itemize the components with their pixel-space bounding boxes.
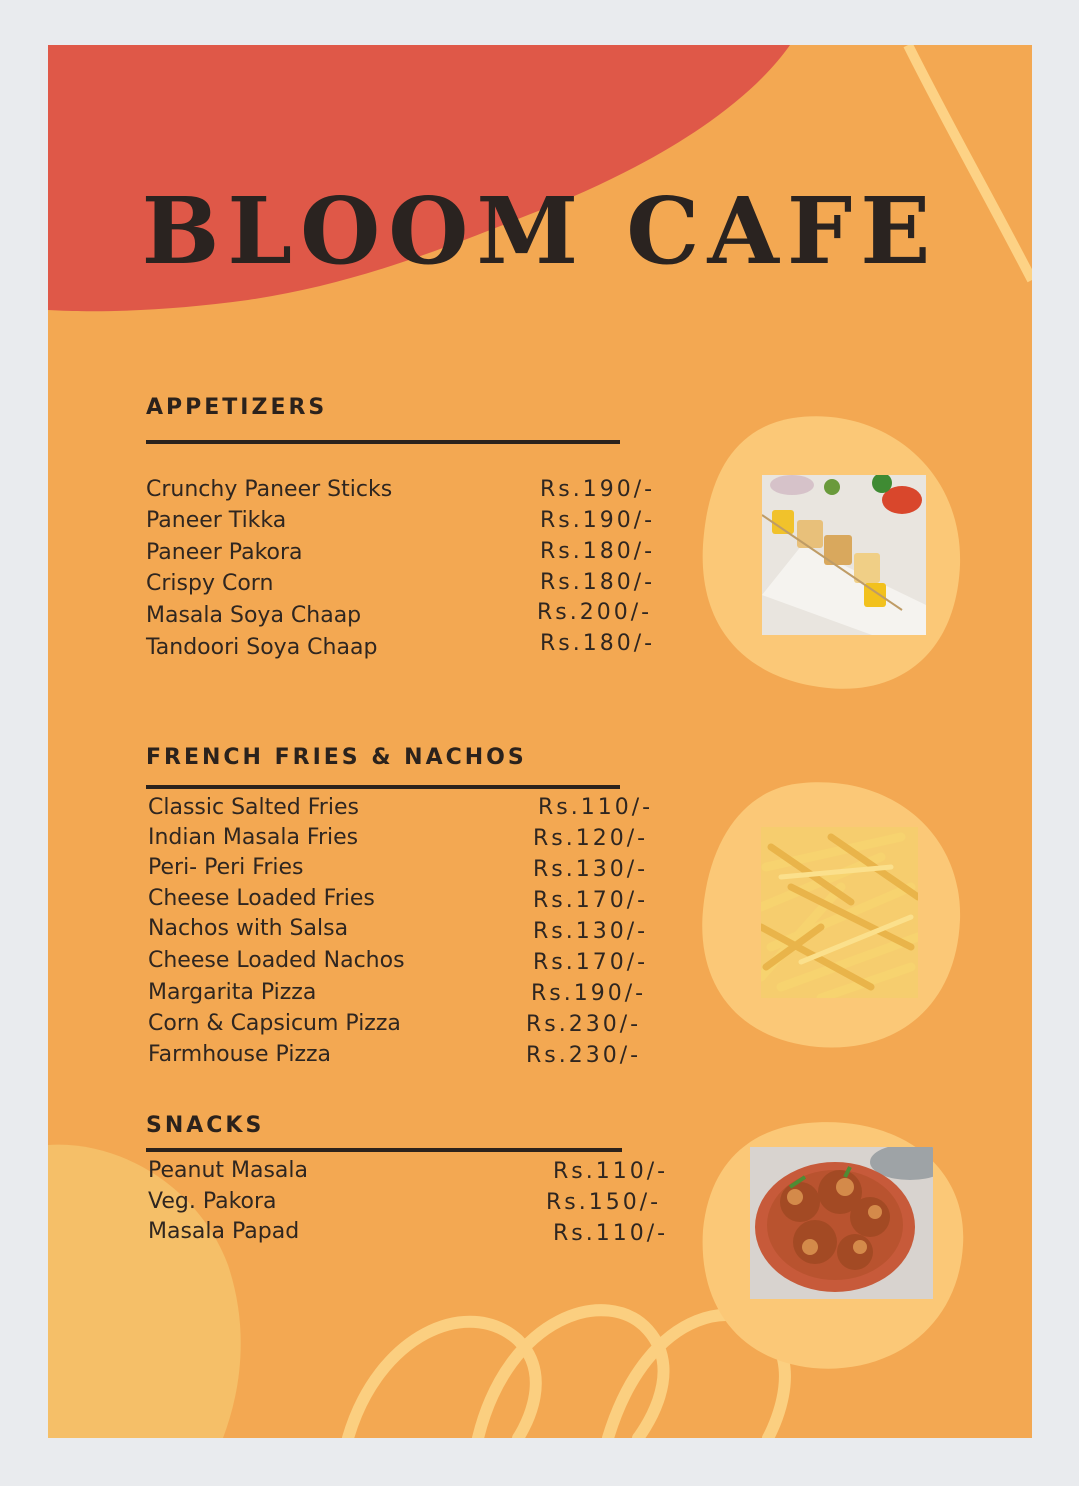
menu-item-name: Nachos with Salsa [148,916,349,941]
section-heading: APPETIZERS [146,395,328,420]
menu-item-name: Crunchy Paneer Sticks [146,477,393,502]
menu-item-name: Cheese Loaded Fries [148,886,375,911]
menu-item-name: Masala Soya Chaap [146,603,362,628]
cafe-title: BLOOM CAFE [141,177,939,285]
menu-item-name: Classic Salted Fries [148,795,359,820]
menu-item-name: Tandoori Soya Chaap [146,635,378,660]
section-heading: FRENCH FRIES & NACHOS [146,745,527,770]
menu-item-name: Farmhouse Pizza [148,1042,332,1067]
menu-item-price: Rs.190/- [531,981,647,1006]
section-french-fries-nachos [146,747,666,1077]
menu-item-price: Rs.190/- [540,508,656,533]
menu-item-name: Paneer Tikka [146,508,287,533]
menu-item-name: Peri- Peri Fries [148,855,304,880]
menu-item-name: Veg. Pakora [148,1189,277,1214]
menu-item-price: Rs.170/- [533,888,649,913]
menu-item-price: Rs.180/- [540,539,656,564]
menu-item-price: Rs.190/- [540,477,656,502]
french-fries-photo [761,827,918,998]
menu-item-name: Peanut Masala [148,1158,309,1183]
menu-item-name: Cheese Loaded Nachos [148,948,405,973]
menu-item-name: Paneer Pakora [146,540,303,565]
section-divider [146,1148,622,1152]
menu-item-price: Rs.110/- [553,1159,669,1184]
menu-item-name: Crispy Corn [146,571,274,596]
menu-item-name: Masala Papad [148,1219,300,1244]
menu-item-price: Rs.170/- [533,950,649,975]
menu-item-price: Rs.110/- [538,795,654,820]
section-heading: SNACKS [146,1113,265,1138]
bottom-swirls [348,1310,785,1438]
menu-item-name: Indian Masala Fries [148,825,359,850]
menu-item-name: Corn & Capsicum Pizza [148,1011,401,1036]
section-divider [146,785,620,789]
menu-item-price: Rs.150/- [546,1190,662,1215]
paneer-tikka-photo [762,475,926,635]
menu-page [48,45,1032,1438]
menu-item-price: Rs.180/- [540,631,656,656]
menu-item-price: Rs.110/- [553,1221,669,1246]
menu-item-price: Rs.200/- [537,600,653,625]
menu-item-price: Rs.180/- [540,570,656,595]
menu-item-price: Rs.230/- [526,1043,642,1068]
menu-item-name: Margarita Pizza [148,980,317,1005]
onion-pakora-photo [750,1147,933,1299]
menu-item-price: Rs.120/- [533,826,649,851]
menu-item-price: Rs.130/- [533,857,649,882]
section-snacks [146,1115,686,1255]
section-appetizers [146,397,666,667]
menu-item-price: Rs.230/- [526,1012,642,1037]
section-divider [146,440,620,444]
menu-item-price: Rs.130/- [533,919,649,944]
